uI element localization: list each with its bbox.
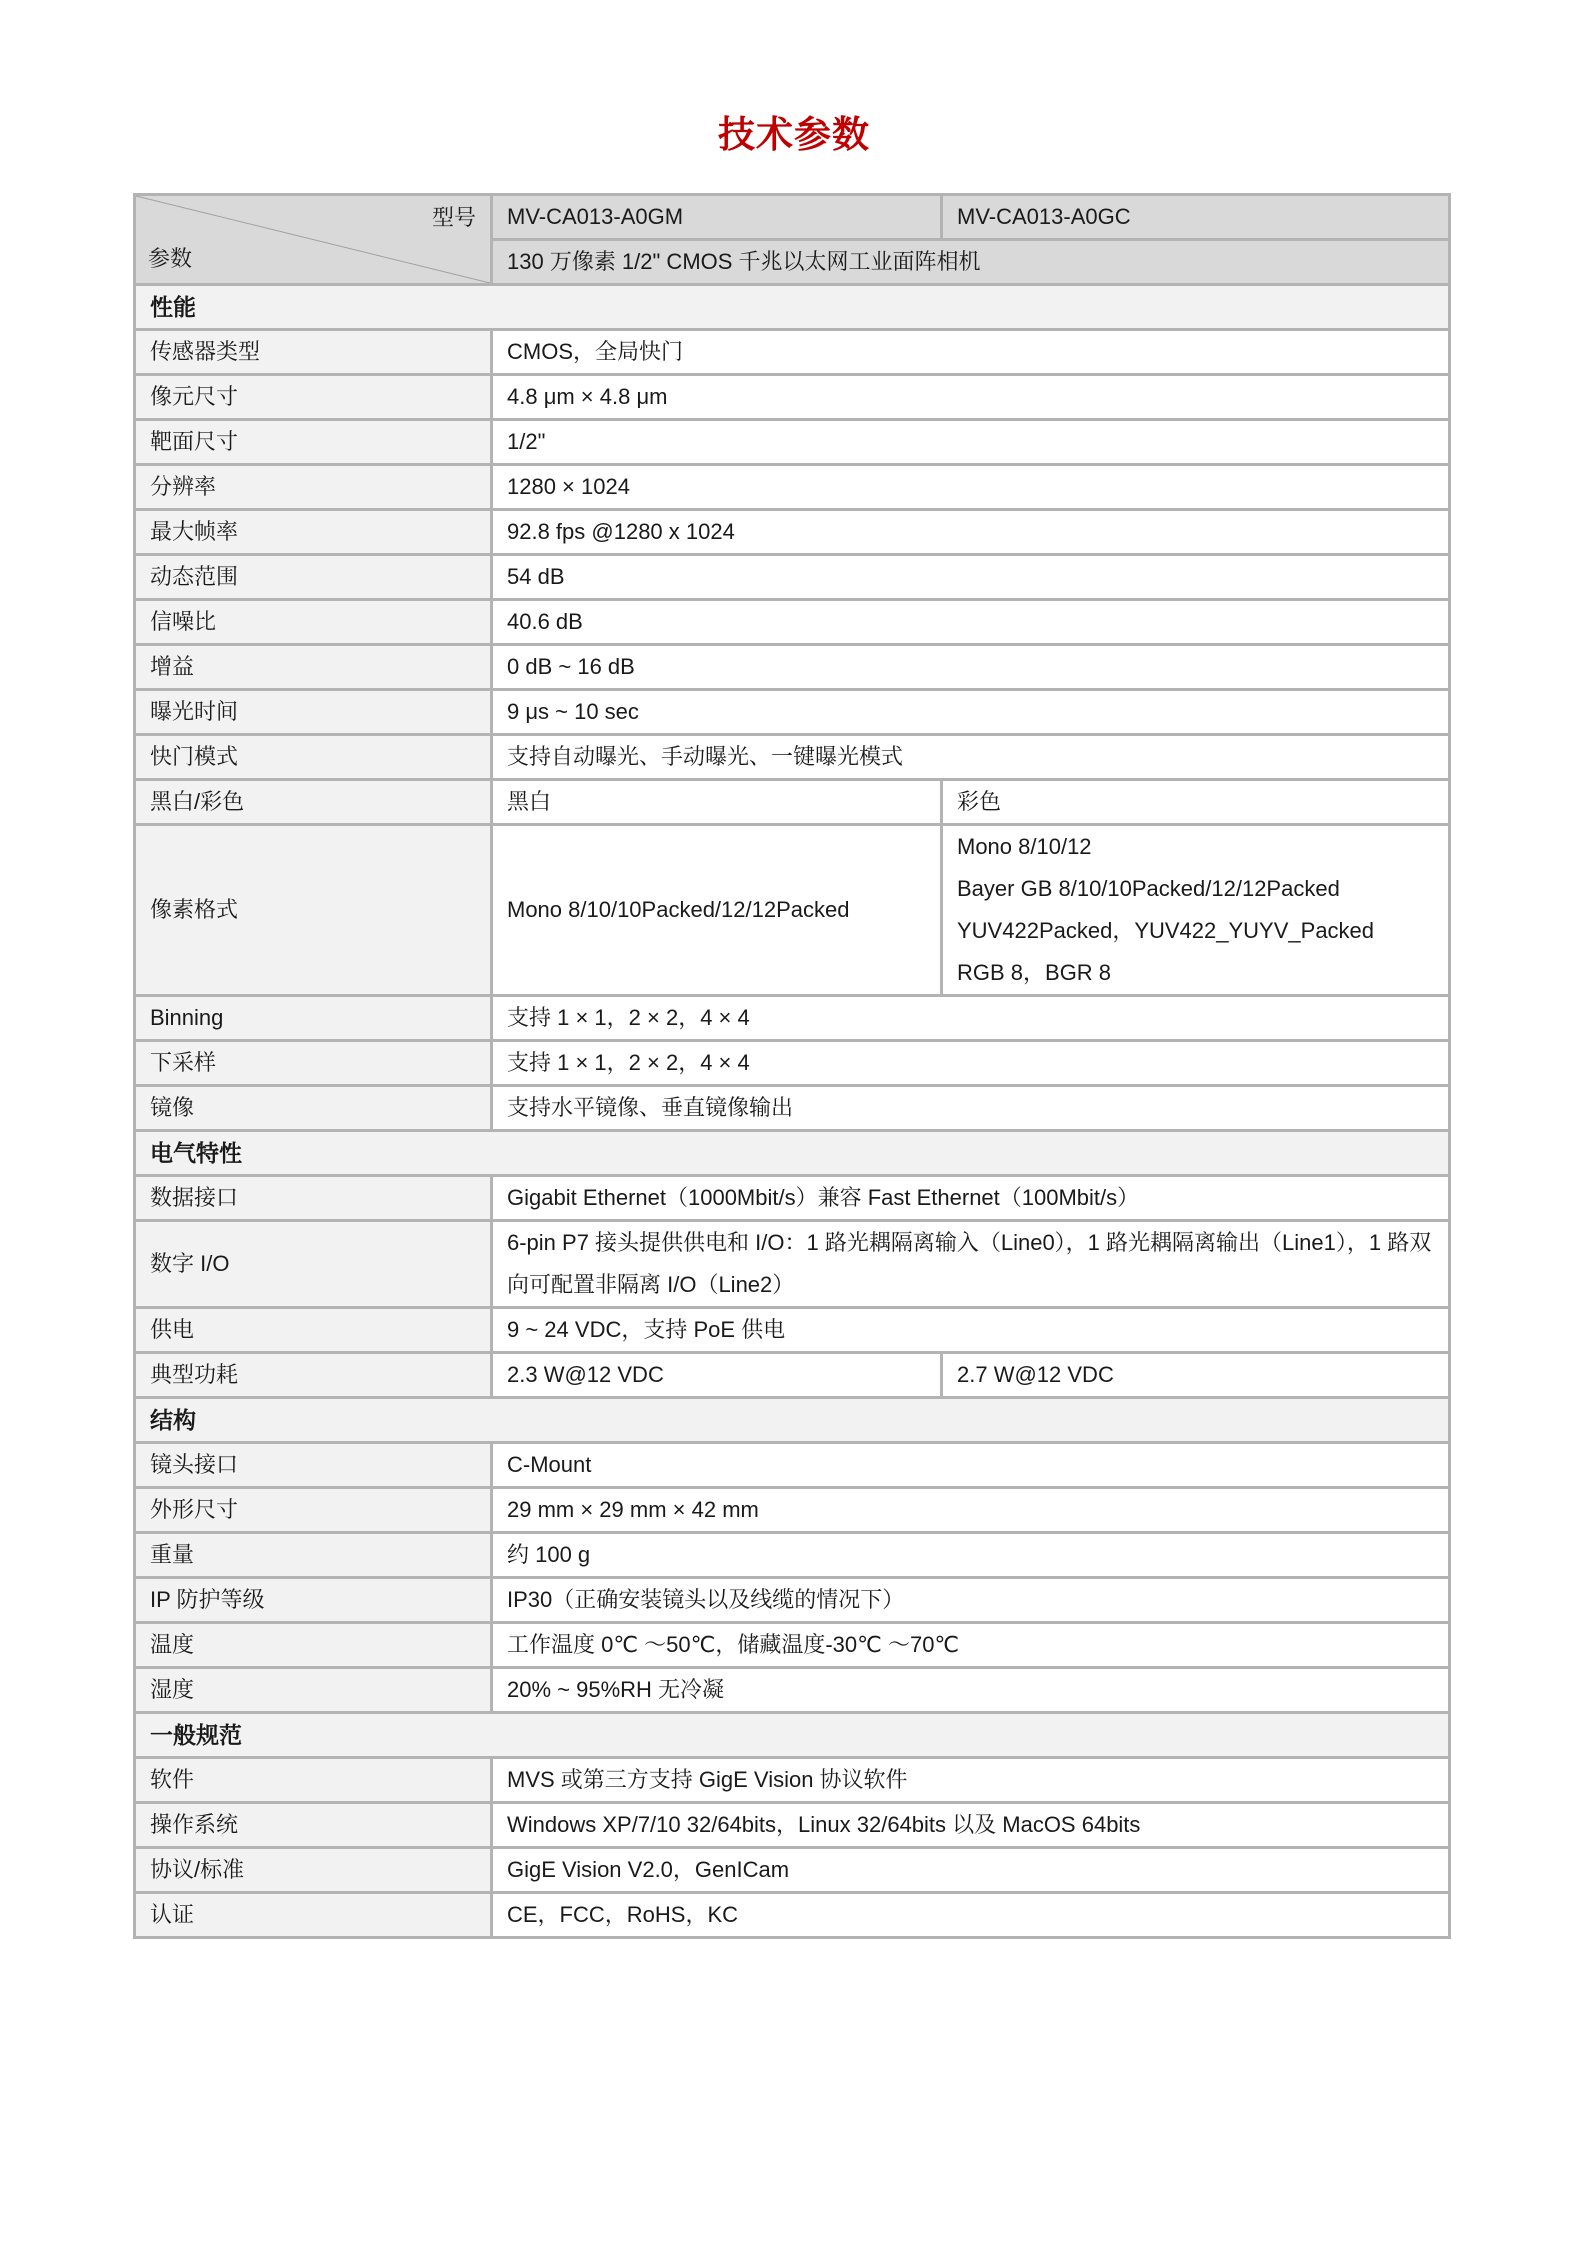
spec-label: Binning xyxy=(135,996,492,1041)
spec-label: 像素格式 xyxy=(135,825,492,996)
table-row xyxy=(135,996,1450,1041)
spec-value: 9 ~ 24 VDC，支持 PoE 供电 xyxy=(492,1308,1450,1353)
spec-value: 1280 × 1024 xyxy=(492,465,1450,510)
corner-label-param: 参数 xyxy=(148,246,193,271)
spec-value: 40.6 dB xyxy=(492,600,1450,645)
table-row xyxy=(135,1848,1450,1893)
spec-label: 供电 xyxy=(135,1308,492,1353)
spec-label: 镜头接口 xyxy=(135,1443,492,1488)
table-row xyxy=(135,690,1450,735)
spec-label: 湿度 xyxy=(135,1668,492,1713)
spec-value-mono xyxy=(492,825,942,996)
spec-label: 分辨率 xyxy=(135,465,492,510)
spec-label: 曝光时间 xyxy=(135,690,492,735)
spec-value-color: 彩色 xyxy=(942,780,1450,825)
section-row xyxy=(135,1713,1450,1758)
section-row xyxy=(135,285,1450,330)
table-row xyxy=(135,1086,1450,1131)
model-header-row xyxy=(135,195,1450,240)
table-row xyxy=(135,825,1450,996)
camera-description: 130 万像素 1/2" CMOS 千兆以太网工业面阵相机 xyxy=(492,240,1450,285)
corner-label-model: 型号 xyxy=(431,205,476,230)
spec-value-mono: 2.3 W@12 VDC xyxy=(492,1353,942,1398)
table-row xyxy=(135,1488,1450,1533)
table-row xyxy=(135,1353,1450,1398)
spec-value: 1/2" xyxy=(492,420,1450,465)
spec-value: 54 dB xyxy=(492,555,1450,600)
table-row xyxy=(135,555,1450,600)
table-row xyxy=(135,600,1450,645)
spec-label: 靶面尺寸 xyxy=(135,420,492,465)
spec-label: 最大帧率 xyxy=(135,510,492,555)
spec-value-color-line: RGB 8，BGR 8 xyxy=(957,960,1112,985)
spec-value: 支持自动曝光、手动曝光、一键曝光模式 xyxy=(492,735,1450,780)
table-row xyxy=(135,1041,1450,1086)
spec-value: 支持水平镜像、垂直镜像输出 xyxy=(492,1086,1450,1131)
section-header: 一般规范 xyxy=(135,1713,1450,1758)
spec-value-color: 2.7 W@12 VDC xyxy=(942,1353,1450,1398)
spec-value: 支持 1 × 1，2 × 2，4 × 4 xyxy=(492,1041,1450,1086)
table-row xyxy=(135,1803,1450,1848)
spec-table-body xyxy=(135,195,1450,1938)
spec-table xyxy=(133,193,1451,1939)
table-row xyxy=(135,1176,1450,1221)
table-row xyxy=(135,735,1450,780)
table-row xyxy=(135,1893,1450,1938)
spec-value: 6-pin P7 接头提供供电和 I/O：1 路光耦隔离输入（Line0），1 路光耦隔离输出（Line1），1 路双向可配置非隔离 I/O（Line2） xyxy=(492,1221,1450,1308)
spec-value-mono: 黑白 xyxy=(492,780,942,825)
spec-value: 20% ~ 95%RH 无冷凝 xyxy=(492,1668,1450,1713)
model-name-mono: MV-CA013-A0GM xyxy=(492,195,942,240)
spec-value: Windows XP/7/10 32/64bits，Linux 32/64bits 以及 MacOS 64bits xyxy=(492,1803,1450,1848)
spec-label: 软件 xyxy=(135,1758,492,1803)
table-row xyxy=(135,1533,1450,1578)
spec-value: MVS 或第三方支持 GigE Vision 协议软件 xyxy=(492,1758,1450,1803)
spec-value: 支持 1 × 1，2 × 2，4 × 4 xyxy=(492,996,1450,1041)
spec-value-color xyxy=(942,825,1450,996)
spec-label: 外形尺寸 xyxy=(135,1488,492,1533)
table-row xyxy=(135,420,1450,465)
spec-label: 快门模式 xyxy=(135,735,492,780)
spec-value: 约 100 g xyxy=(492,1533,1450,1578)
table-row xyxy=(135,1443,1450,1488)
spec-value: GigE Vision V2.0，GenICam xyxy=(492,1848,1450,1893)
spec-label: 操作系统 xyxy=(135,1803,492,1848)
spec-label: 传感器类型 xyxy=(135,330,492,375)
table-row xyxy=(135,1221,1450,1308)
spec-value: Gigabit Ethernet（1000Mbit/s）兼容 Fast Ethernet（100Mbit/s） xyxy=(492,1176,1450,1221)
spec-value-color-line: Mono 8/10/12 xyxy=(957,834,1092,859)
section-row xyxy=(135,1131,1450,1176)
spec-value: 92.8 fps @1280 x 1024 xyxy=(492,510,1450,555)
spec-value: 0 dB ~ 16 dB xyxy=(492,645,1450,690)
table-row xyxy=(135,1623,1450,1668)
spec-value-color-line: YUV422Packed，YUV422_YUYV_Packed xyxy=(957,918,1375,943)
spec-value: C-Mount xyxy=(492,1443,1450,1488)
table-row xyxy=(135,465,1450,510)
table-row xyxy=(135,780,1450,825)
page-title: 技术参数 xyxy=(718,114,870,155)
table-row xyxy=(135,645,1450,690)
spec-value: CMOS，全局快门 xyxy=(492,330,1450,375)
spec-label: 信噪比 xyxy=(135,600,492,645)
spec-value: 29 mm × 29 mm × 42 mm xyxy=(492,1488,1450,1533)
spec-label: 动态范围 xyxy=(135,555,492,600)
spec-label: 黑白/彩色 xyxy=(135,780,492,825)
spec-value-mono-line: Mono 8/10/10Packed/12/12Packed xyxy=(507,897,850,922)
spec-value: 工作温度 0℃ ～50℃，储藏温度-30℃ ～70℃ xyxy=(492,1623,1450,1668)
spec-label: 像元尺寸 xyxy=(135,375,492,420)
model-name-color: MV-CA013-A0GC xyxy=(942,195,1450,240)
spec-value: 4.8 μm × 4.8 μm xyxy=(492,375,1450,420)
corner-cell xyxy=(135,195,492,285)
spec-label: 认证 xyxy=(135,1893,492,1938)
table-row xyxy=(135,1758,1450,1803)
section-row xyxy=(135,1398,1450,1443)
table-row xyxy=(135,1308,1450,1353)
table-row xyxy=(135,510,1450,555)
spec-label: 温度 xyxy=(135,1623,492,1668)
table-row xyxy=(135,330,1450,375)
section-header: 结构 xyxy=(135,1398,1450,1443)
spec-label: 协议/标准 xyxy=(135,1848,492,1893)
spec-value: CE，FCC，RoHS，KC xyxy=(492,1893,1450,1938)
spec-value: IP30（正确安装镜头以及线缆的情况下） xyxy=(492,1578,1450,1623)
spec-label: 下采样 xyxy=(135,1041,492,1086)
spec-value-color-line: Bayer GB 8/10/10Packed/12/12Packed xyxy=(957,876,1340,901)
table-row xyxy=(135,1668,1450,1713)
spec-label: 数据接口 xyxy=(135,1176,492,1221)
spec-label: IP 防护等级 xyxy=(135,1578,492,1623)
spec-label: 典型功耗 xyxy=(135,1353,492,1398)
spec-label: 增益 xyxy=(135,645,492,690)
section-header: 性能 xyxy=(135,285,1450,330)
spec-label: 镜像 xyxy=(135,1086,492,1131)
table-row xyxy=(135,1578,1450,1623)
section-header: 电气特性 xyxy=(135,1131,1450,1176)
spec-value: 9 μs ~ 10 sec xyxy=(492,690,1450,735)
spec-label: 数字 I/O xyxy=(135,1221,492,1308)
spec-label: 重量 xyxy=(135,1533,492,1578)
table-row xyxy=(135,375,1450,420)
